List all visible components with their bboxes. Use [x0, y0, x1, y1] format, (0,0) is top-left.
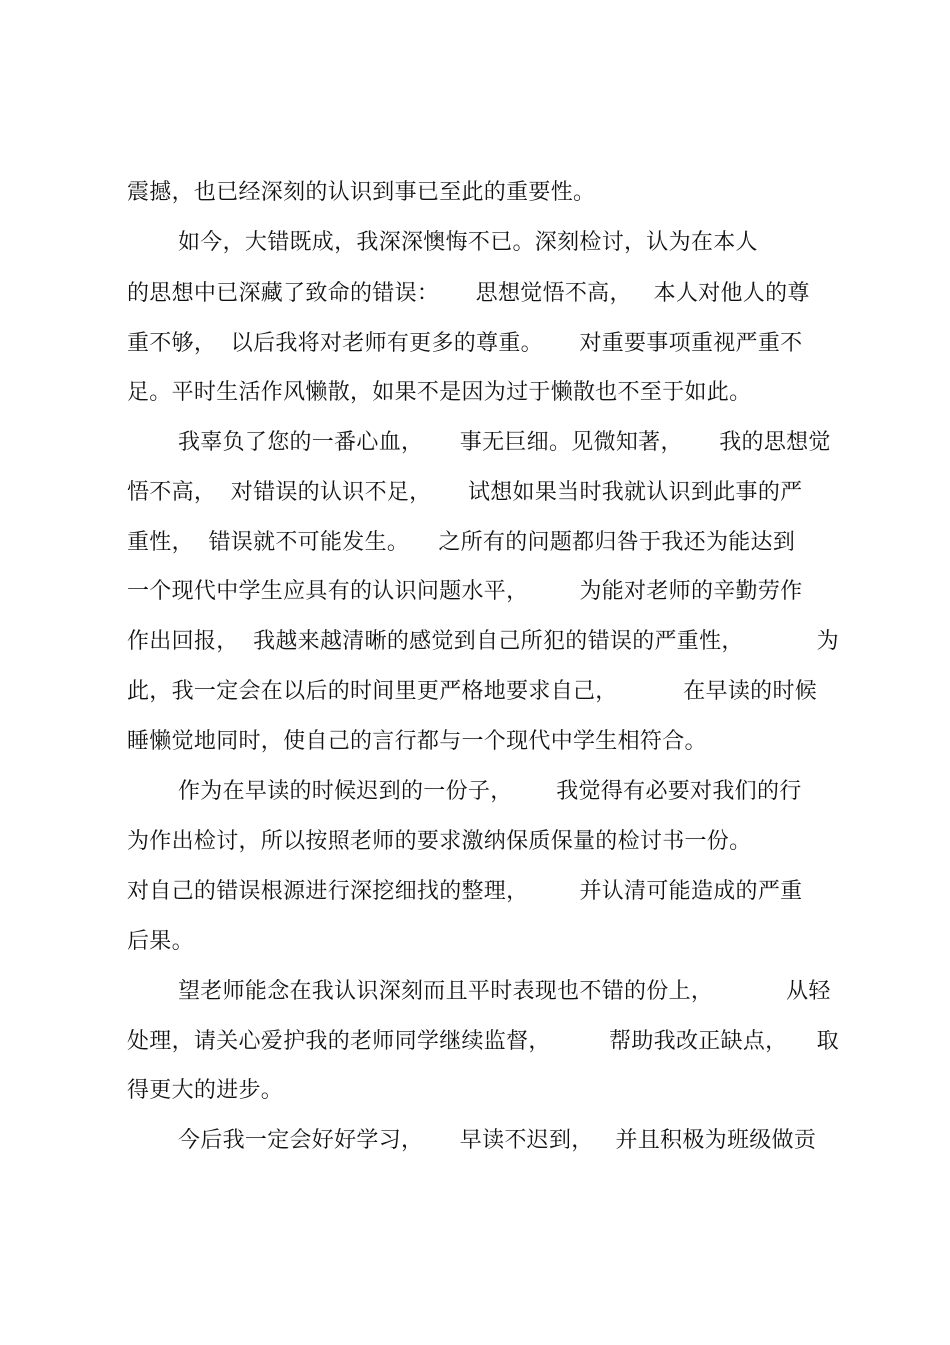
text-line: 得更大的进步。 — [127, 1078, 284, 1103]
text-line: 重性， 错误就不可能发生。 之所有的问题都归咎于我还为能达到 — [127, 530, 796, 555]
text-line: 处理，请关心爱护我的老师同学继续监督， 帮助我改正缺点， 取 — [127, 1029, 839, 1054]
text-line: 此，我一定会在以后的时间里更严格地要求自己， 在早读的时候 — [127, 679, 818, 704]
text-line: 我辜负了您的一番心血， 事无巨细。见微知著， 我的思想觉 — [178, 430, 831, 455]
text-line: 重不够， 以后我将对老师有更多的尊重。 对重要事项重视严重不 — [127, 331, 803, 356]
text-line: 作为在早读的时候迟到的一份子， 我觉得有必要对我们的行 — [178, 779, 802, 804]
text-line: 如今，大错既成，我深深懊悔不已。深刻检讨，认为在本人 — [178, 230, 758, 255]
text-line: 望老师能念在我认识深刻而且平时表现也不错的份上， 从轻 — [178, 979, 831, 1004]
text-line: 悟不高， 对错误的认识不足， 试想如果当时我就认识到此事的严 — [127, 480, 803, 505]
text-line: 对自己的错误根源进行深挖细找的整理， 并认清可能造成的严重 — [127, 879, 803, 904]
text-line: 为作出检讨，所以按照老师的要求激纳保质保量的检讨书一份。 — [127, 829, 752, 854]
text-line: 作出回报， 我越来越清晰的感觉到自己所犯的错误的严重性， 为 — [127, 629, 839, 654]
text-line: 后果。 — [127, 929, 194, 954]
text-line: 一个现代中学生应具有的认识问题水平， 为能对老师的辛勤劳作 — [127, 579, 803, 604]
text-line: 今后我一定会好好学习， 早读不迟到， 并且积极为班级做贡 — [178, 1128, 817, 1153]
text-line: 震撼，也已经深刻的认识到事已至此的重要性。 — [127, 180, 596, 205]
text-line: 睡懒觉地同时，使自己的言行都与一个现代中学生相符合。 — [127, 729, 707, 754]
text-line: 的思想中已深藏了致命的错误： 思想觉悟不高， 本人对他人的尊 — [127, 281, 810, 306]
text-line: 足。平时生活作风懒散，如果不是因为过于懒散也不至于如此。 — [127, 380, 752, 405]
